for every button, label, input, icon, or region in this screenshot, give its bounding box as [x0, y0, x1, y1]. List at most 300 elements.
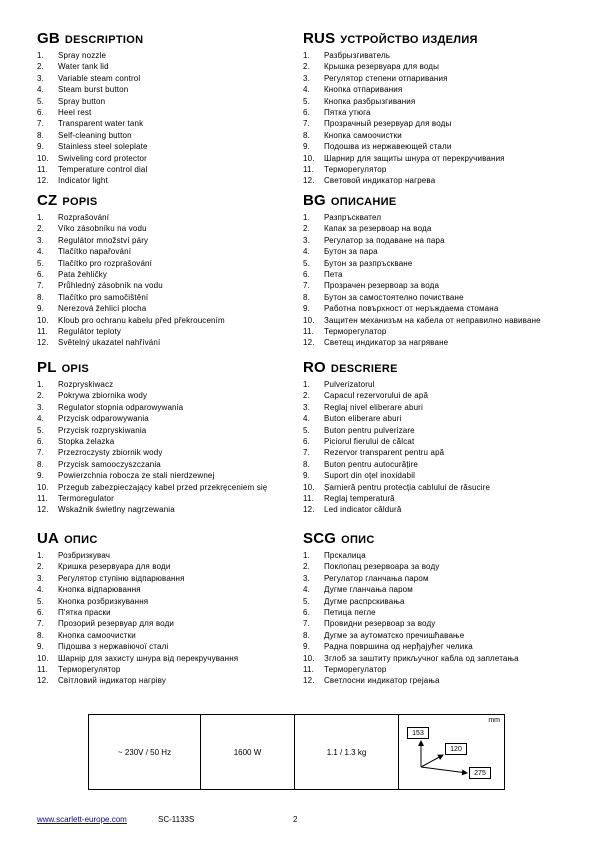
- list-item: [37, 641, 297, 652]
- list-item: [37, 315, 297, 326]
- item-label: Capacul rezervorului de apă: [324, 391, 429, 401]
- list-item: [37, 459, 297, 470]
- list-item: [37, 73, 297, 84]
- section-heading: [37, 530, 297, 550]
- list-item: [37, 493, 297, 504]
- item-number: 6.: [37, 270, 44, 280]
- list-item: [303, 164, 563, 175]
- item-number: 7.: [37, 619, 44, 629]
- item-label: Steam burst button: [58, 85, 129, 95]
- list-item: [303, 607, 563, 618]
- list-item: [303, 212, 563, 223]
- language-code: SCG: [303, 530, 337, 547]
- section-ro: [303, 359, 563, 516]
- list-item: [303, 223, 563, 234]
- list-item: [37, 326, 297, 337]
- list-item: [37, 141, 297, 152]
- item-number: 9.: [303, 142, 310, 152]
- item-number: 9.: [37, 304, 44, 314]
- item-label: Защитен механизъм на кабела от непрaвилно навиване: [324, 315, 541, 325]
- item-number: 5.: [303, 425, 310, 435]
- item-number: 1.: [303, 51, 310, 60]
- item-label: Бутон за разпръскване: [324, 258, 413, 268]
- item-number: 8.: [303, 630, 310, 640]
- item-label: Разпръсквател: [324, 213, 382, 222]
- item-number: 6.: [303, 270, 310, 280]
- item-number: 7.: [303, 619, 310, 629]
- list-item: [37, 413, 297, 424]
- item-number: 9.: [303, 304, 310, 314]
- list-item: [303, 641, 563, 652]
- list-item: [37, 596, 297, 607]
- item-number: 5.: [303, 96, 310, 106]
- item-number: 11.: [37, 665, 48, 675]
- item-number: 8.: [37, 459, 44, 469]
- list-item: [303, 493, 563, 504]
- item-label: Water tank lid: [58, 62, 109, 72]
- item-label: Светлосни индикатор грејања: [324, 676, 440, 686]
- item-label: Петица пегле: [324, 608, 376, 618]
- item-label: Прозрачный резервуар для воды: [324, 119, 452, 129]
- language-code: RUS: [303, 30, 336, 47]
- list-item: [303, 470, 563, 481]
- item-label: Шарнир для защиты шнура от перекручивания: [324, 153, 505, 163]
- list-item: [37, 402, 297, 413]
- item-label: Kloub pro ochranu kabelu před překroucením: [58, 315, 225, 325]
- item-number: 1.: [37, 551, 44, 560]
- list-item: [37, 379, 297, 390]
- item-number: 9.: [37, 642, 44, 652]
- section-heading: [303, 359, 563, 379]
- item-number: 11.: [37, 165, 48, 175]
- list-item: [37, 258, 297, 269]
- website-link[interactable]: www.scarlett-europe.com: [37, 815, 127, 824]
- list-item: [37, 96, 297, 107]
- item-number: 1.: [37, 380, 44, 389]
- item-label: Розбризкувач: [58, 551, 111, 560]
- item-number: 10.: [37, 315, 49, 325]
- item-number: 9.: [303, 471, 310, 481]
- item-number: 1.: [303, 213, 310, 222]
- item-label: Termoregulator: [58, 494, 114, 504]
- list-item: [37, 653, 297, 664]
- item-label: Разбрызгиватель: [324, 51, 391, 60]
- section-title: DESCRIPTION: [64, 34, 144, 46]
- item-label: Powierzchnia robocza ze stali nierdzewnej: [58, 471, 215, 481]
- list-item: [303, 269, 563, 280]
- list-item: [303, 107, 563, 118]
- item-number: 4.: [303, 85, 310, 95]
- list-item: [303, 118, 563, 129]
- item-label: Шарнір для захисту шнура від перекручування: [58, 653, 239, 663]
- parts-list: [37, 50, 297, 187]
- list-item: [303, 153, 563, 164]
- item-label: Wskaźnik świetlny nagrzewania: [58, 505, 175, 515]
- item-label: Víko zásobníku na vodu: [58, 224, 147, 234]
- item-label: Прозорий резервуар для води: [58, 619, 175, 629]
- list-item: [303, 303, 563, 314]
- item-label: Регулятор степени отпаривания: [324, 73, 448, 83]
- section-cz: [37, 192, 297, 349]
- item-number: 9.: [37, 142, 44, 152]
- item-number: 3.: [303, 573, 310, 583]
- item-number: 3.: [37, 235, 44, 245]
- spec-weight: 1.1 / 1.3 kg: [295, 715, 399, 789]
- section-ua: [37, 530, 297, 687]
- item-label: Spray button: [58, 96, 106, 106]
- item-number: 10.: [303, 653, 315, 663]
- item-label: Светещ индикатор за нагряване: [324, 338, 449, 348]
- item-number: 2.: [303, 562, 310, 572]
- list-item: [303, 84, 563, 95]
- item-label: Led indicator căldură: [324, 505, 402, 515]
- item-number: 2.: [303, 62, 310, 72]
- item-number: 6.: [37, 437, 44, 447]
- item-number: 8.: [37, 292, 44, 302]
- list-item: [37, 390, 297, 401]
- list-item: [37, 164, 297, 175]
- list-item: [303, 50, 563, 61]
- footer-website[interactable]: [37, 815, 127, 824]
- item-label: Regulátor teploty: [58, 327, 122, 337]
- item-number: 4.: [37, 585, 44, 595]
- item-label: Průhledný zásobník na vodu: [58, 281, 163, 291]
- list-item: [303, 425, 563, 436]
- item-number: 5.: [37, 596, 44, 606]
- item-number: 1.: [303, 380, 310, 389]
- item-number: 3.: [37, 573, 44, 583]
- item-label: Buton eliberare aburi: [324, 414, 402, 424]
- list-item: [37, 675, 297, 686]
- item-label: Spray nozzle: [58, 51, 107, 60]
- item-number: 11.: [37, 494, 48, 504]
- item-label: Nerezová žehlicí plocha: [58, 304, 147, 314]
- list-item: [37, 607, 297, 618]
- item-label: Дугме за аутоматско пречишћавање: [324, 630, 465, 640]
- list-item: [37, 561, 297, 572]
- item-label: Провидни резервоар за воду: [324, 619, 436, 629]
- item-number: 4.: [37, 414, 44, 424]
- list-item: [37, 573, 297, 584]
- item-label: Pata žehličky: [58, 270, 108, 280]
- list-item: [37, 235, 297, 246]
- item-label: Stopka żelazka: [58, 437, 115, 447]
- footer-model: SC-1133S: [158, 815, 195, 824]
- item-label: Temperature control dial: [58, 165, 148, 175]
- item-label: Работна повърхност от неръждаема стомана: [324, 304, 499, 314]
- item-label: Кнопка відпарювання: [58, 585, 141, 595]
- item-label: Reglaj temperatură: [324, 494, 395, 504]
- item-label: Przycisk odparowywania: [58, 414, 149, 424]
- item-number: 10.: [303, 482, 315, 492]
- list-item: [37, 61, 297, 72]
- dimension-width: 120: [445, 743, 467, 755]
- item-number: 9.: [37, 471, 44, 481]
- list-item: [37, 447, 297, 458]
- list-item: [303, 96, 563, 107]
- section-gb: [37, 30, 297, 187]
- section-heading: [303, 192, 563, 212]
- item-label: Бутон за самостоятелно почистване: [324, 292, 464, 302]
- section-bg: [303, 192, 563, 349]
- item-label: Indicator light: [58, 176, 108, 186]
- list-item: [303, 246, 563, 257]
- item-label: Przycisk samooczyszczania: [58, 459, 161, 469]
- item-number: 11.: [303, 327, 314, 337]
- section-heading: [303, 30, 563, 50]
- item-number: 4.: [303, 585, 310, 595]
- item-label: П'ятка праски: [58, 608, 111, 618]
- item-label: Кришка резервуара для води: [58, 562, 171, 572]
- item-label: Transparent water tank: [58, 119, 144, 129]
- section-heading: [37, 192, 297, 212]
- language-code: CZ: [37, 192, 58, 209]
- item-number: 8.: [37, 630, 44, 640]
- item-number: 6.: [303, 108, 310, 118]
- section-title: POPIS: [62, 196, 98, 208]
- item-label: Кнопка самоочистки: [58, 630, 136, 640]
- section-scg: [303, 530, 563, 687]
- dimension-unit: mm: [488, 717, 500, 724]
- list-item: [37, 436, 297, 447]
- item-number: 5.: [303, 258, 310, 268]
- item-number: 11.: [37, 327, 48, 337]
- list-item: [37, 50, 297, 61]
- item-number: 12.: [303, 505, 315, 515]
- item-number: 6.: [37, 608, 44, 618]
- item-label: Buton pentru pulverizare: [324, 425, 415, 435]
- dimension-length: 275: [469, 767, 491, 779]
- list-item: [37, 425, 297, 436]
- item-label: Пятка утюга: [324, 108, 371, 118]
- section-heading: [37, 30, 297, 50]
- item-label: Крышка резервуара для воды: [324, 62, 440, 72]
- list-item: [37, 175, 297, 186]
- item-label: Терморегулатор: [324, 327, 387, 337]
- item-label: Tlačítko napařování: [58, 247, 132, 257]
- section-title: DESCRIERE: [330, 363, 398, 375]
- item-number: 3.: [303, 73, 310, 83]
- item-label: Кнопка розбризкування: [58, 596, 149, 606]
- item-label: Подошва из нержавеющей стали: [324, 142, 452, 152]
- item-label: Зглоб за заштиту прикључног кабла од заплетања: [324, 653, 519, 663]
- item-number: 8.: [303, 292, 310, 302]
- language-code: GB: [37, 30, 60, 47]
- list-item: [37, 153, 297, 164]
- list-item: [303, 280, 563, 291]
- list-item: [303, 482, 563, 493]
- list-item: [37, 223, 297, 234]
- item-label: Дугме гланчања паром: [324, 585, 413, 595]
- list-item: [37, 630, 297, 641]
- list-item: [37, 618, 297, 629]
- item-label: Кнопка самоочистки: [324, 130, 402, 140]
- language-code: UA: [37, 530, 60, 547]
- item-number: 6.: [303, 437, 310, 447]
- item-label: Регулатор гланчања паром: [324, 573, 429, 583]
- item-number: 10.: [37, 653, 49, 663]
- item-label: Rozprašování: [58, 213, 110, 222]
- item-label: Кнопка отпаривания: [324, 85, 403, 95]
- spec-voltage: ~ 230V / 50 Hz: [89, 715, 201, 789]
- section-title: ОПИСАНИЕ: [330, 196, 397, 208]
- item-number: 4.: [37, 85, 44, 95]
- list-item: [37, 664, 297, 675]
- list-item: [303, 447, 563, 458]
- list-item: [303, 61, 563, 72]
- parts-list: [303, 550, 563, 687]
- list-item: [303, 130, 563, 141]
- item-number: 7.: [303, 448, 310, 458]
- list-item: [37, 84, 297, 95]
- list-item: [37, 246, 297, 257]
- item-number: 12.: [303, 338, 315, 348]
- item-number: 8.: [303, 459, 310, 469]
- item-number: 12.: [303, 176, 315, 186]
- item-label: Pokrywa zbiornika wody: [58, 391, 148, 401]
- item-label: Підошва з нержавіючої сталі: [58, 642, 169, 652]
- item-number: 6.: [37, 108, 44, 118]
- item-label: Терморегулятор: [58, 665, 121, 675]
- list-item: [303, 141, 563, 152]
- section-title: УСТРОЙСТВО ИЗДЕЛИЯ: [340, 34, 478, 46]
- list-item: [303, 379, 563, 390]
- language-code: PL: [37, 359, 57, 376]
- item-number: 11.: [303, 494, 314, 504]
- list-item: [303, 504, 563, 515]
- item-label: Дугме распрскивања: [324, 596, 405, 606]
- list-item: [303, 618, 563, 629]
- list-item: [303, 584, 563, 595]
- item-number: 12.: [37, 676, 49, 686]
- item-number: 2.: [37, 224, 44, 234]
- item-label: Rozpryskiwacz: [58, 380, 114, 389]
- item-label: Прозрачен резервоар за вода: [324, 281, 440, 291]
- item-number: 12.: [37, 338, 49, 348]
- list-item: [303, 413, 563, 424]
- spec-table: [88, 714, 505, 790]
- spec-power: 1600 W: [201, 715, 295, 789]
- parts-list: [303, 212, 563, 349]
- section-title: ОПИС: [64, 534, 98, 546]
- item-label: Кнопка разбрызгивания: [324, 96, 416, 106]
- item-label: Бутон за пара: [324, 247, 378, 257]
- item-label: Капак за резервоар на вода: [324, 224, 432, 234]
- list-item: [37, 504, 297, 515]
- item-label: Світловий індикатор нагріву: [58, 676, 167, 686]
- item-number: 8.: [37, 130, 44, 140]
- item-number: 3.: [37, 73, 44, 83]
- list-item: [303, 390, 563, 401]
- item-number: 7.: [37, 119, 44, 129]
- item-number: 11.: [303, 665, 314, 675]
- list-item: [303, 73, 563, 84]
- item-label: Piciorul fierului de călcat: [324, 437, 415, 447]
- list-item: [37, 269, 297, 280]
- item-label: Buton pentru autocurățire: [324, 459, 419, 469]
- item-label: Терморегулатор: [324, 665, 387, 675]
- parts-list: [303, 379, 563, 516]
- language-code: RO: [303, 359, 326, 376]
- item-label: Прскалица: [324, 551, 366, 560]
- list-item: [303, 550, 563, 561]
- section-pl: [37, 359, 297, 516]
- item-number: 10.: [37, 482, 49, 492]
- spec-dimensions: [399, 715, 506, 789]
- parts-list: [37, 212, 297, 349]
- list-item: [303, 573, 563, 584]
- list-item: [37, 280, 297, 291]
- item-number: 12.: [37, 176, 49, 186]
- item-number: 5.: [303, 596, 310, 606]
- list-item: [303, 596, 563, 607]
- item-number: 9.: [303, 642, 310, 652]
- section-rus: [303, 30, 563, 187]
- item-number: 1.: [37, 213, 44, 222]
- item-label: Pulverizatorul: [324, 380, 375, 389]
- list-item: [37, 482, 297, 493]
- item-label: Терморегулятор: [324, 165, 387, 175]
- item-number: 4.: [37, 247, 44, 257]
- section-title: ОПИС: [341, 534, 375, 546]
- item-label: Șarnieră pentru protecția cablului de răsucire: [324, 482, 491, 492]
- item-label: Przycisk rozpryskiwania: [58, 425, 147, 435]
- list-item: [37, 107, 297, 118]
- item-label: Поклопац резервоара за воду: [324, 562, 440, 572]
- item-label: Suport din oțel inoxidabil: [324, 471, 416, 481]
- item-label: Световой индикатор нагрева: [324, 176, 436, 186]
- list-item: [37, 470, 297, 481]
- item-number: 7.: [303, 119, 310, 129]
- item-number: 3.: [303, 402, 310, 412]
- item-number: 12.: [37, 505, 49, 515]
- item-label: Variable steam control: [58, 73, 141, 83]
- item-label: Swiveling cord protector: [58, 153, 147, 163]
- section-heading: [37, 359, 297, 379]
- item-number: 4.: [303, 414, 310, 424]
- item-label: Przezroczysty zbiornik wody: [58, 448, 163, 458]
- item-number: 5.: [37, 425, 44, 435]
- list-item: [303, 315, 563, 326]
- list-item: [303, 653, 563, 664]
- list-item: [37, 212, 297, 223]
- language-code: BG: [303, 192, 326, 209]
- dimension-height: 153: [407, 727, 429, 739]
- item-label: Stainless steel soleplate: [58, 142, 148, 152]
- item-label: Rezervor transparent pentru apă: [324, 448, 445, 458]
- item-number: 2.: [37, 62, 44, 72]
- parts-list: [303, 50, 563, 187]
- item-label: Reglaj nivel eliberare aburi: [324, 402, 423, 412]
- item-label: Регулятор ступіню відпарювання: [58, 573, 185, 583]
- list-item: [303, 561, 563, 572]
- item-number: 10.: [37, 153, 49, 163]
- item-number: 2.: [303, 224, 310, 234]
- list-item: [37, 292, 297, 303]
- list-item: [37, 337, 297, 348]
- list-item: [303, 630, 563, 641]
- item-number: 2.: [37, 562, 44, 572]
- list-item: [37, 118, 297, 129]
- item-number: 5.: [37, 258, 44, 268]
- item-label: Heel rest: [58, 108, 92, 118]
- list-item: [37, 303, 297, 314]
- item-number: 1.: [303, 551, 310, 560]
- item-label: Regulátor množství páry: [58, 235, 149, 245]
- list-item: [37, 584, 297, 595]
- list-item: [303, 175, 563, 186]
- parts-list: [37, 379, 297, 516]
